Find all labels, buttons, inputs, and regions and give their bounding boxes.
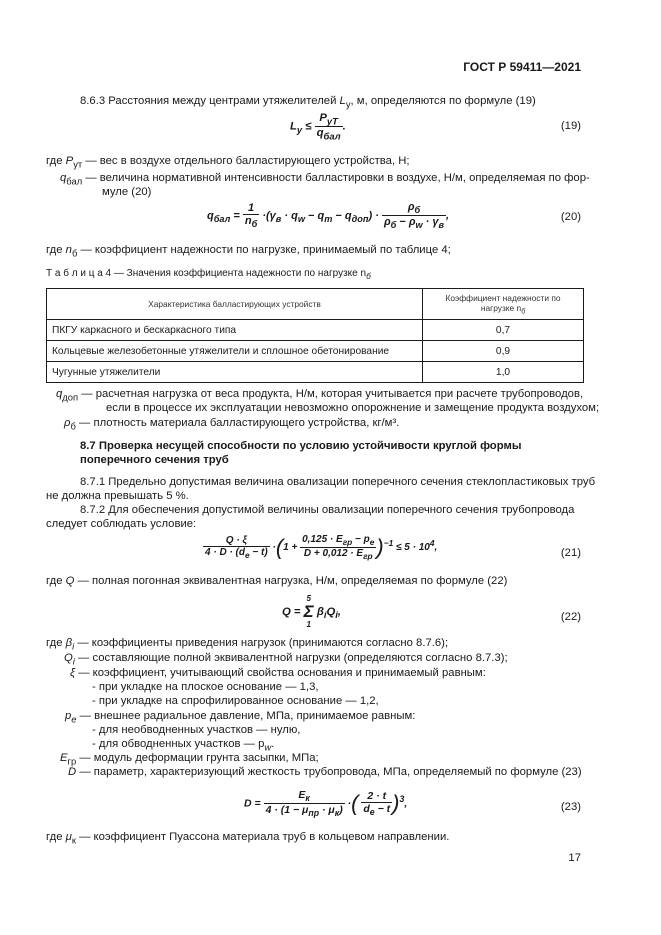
section-8-7-title-cont: поперечного сечения труб xyxy=(80,454,229,466)
eq19-num: P xyxy=(319,112,327,124)
def-pe-sym: p xyxy=(65,710,72,722)
def-qbal-sub: бал xyxy=(66,175,83,187)
def-qdop-text: — расчетная нагрузка от веса продукта, Н/м, которая учитывается при расчете трубопроводов, xyxy=(81,388,584,400)
table-col-coefficient xyxy=(423,289,584,320)
def-mu-text: — коэффициент Пуассона материала труб в кольцевом направлении. xyxy=(75,831,450,843)
table-cell-value: 0,7 xyxy=(423,320,584,341)
defQ-prefix: где xyxy=(46,575,66,587)
eq21-exp: 4 xyxy=(429,537,435,548)
def-mu-sym: μ xyxy=(65,831,72,843)
formula-21: $\frac{Q \cdot \xi}{4 \cdot D \cdot (d_e - t)}$ ·(1 + $\frac{0,125 \cdot E_{гр} - p_e}{D + 0,012 \cdot E_{гр}}$ )$^{-1} \le 5 \cdot 10^4$, xyxy=(205,534,438,561)
xi-item: - при укладке на спрофилированное основание — 1,2, xyxy=(92,695,379,707)
formula-20: $q_{бал}$ = $\frac{1}{n_б}$ $\cdot(\gamma_в \cdot q_w - q_т - q_{доп})$ · $\frac{\rho_б}{\rho_б - \rho_w \cdot \gamma_в}$ , xyxy=(207,201,450,231)
xi-item: - при укладке на плоское основание — 1,3, xyxy=(92,681,319,693)
eq19-number: (19) xyxy=(560,120,581,132)
eq19-den: q xyxy=(316,127,324,140)
p863-lead: 8.6.3 Расстояния между центрами утяжелителей xyxy=(80,95,340,107)
table-cell-name: ПКГУ каркасного и бескаркасного типа xyxy=(47,320,423,341)
p863-sub: у xyxy=(345,98,351,110)
def-pe-sub: e xyxy=(71,713,77,725)
sum-symbol: 5 Σ 1 xyxy=(303,594,314,629)
def-beta-sym: β xyxy=(65,637,73,649)
eq21-num-label: 21 xyxy=(564,547,578,559)
where-word: где xyxy=(46,155,63,167)
table4-col2-sub: б xyxy=(521,308,526,316)
def-Qi xyxy=(64,652,508,666)
def-Qi-sym: Q xyxy=(64,652,73,664)
paragraph-8-7-2: 8.7.2 Для обеспечения допустимой величины овализации поперечного сечения трубопровода xyxy=(80,504,575,516)
table-cell-value: 0,9 xyxy=(423,341,584,362)
section-8-7-title: 8.7 Проверка несущей способности по условию устойчивости круглой формы xyxy=(80,440,522,452)
def-pyt-sub: ут xyxy=(73,158,83,170)
def-Egr-text: — модуль деформации грунта засыпки, МПа; xyxy=(79,752,319,764)
pe-item: - для необводненных участков — нулю, xyxy=(92,724,301,736)
eq20-num-label: 20 xyxy=(564,211,578,223)
def-mu-prefix: где xyxy=(46,831,66,843)
table4-caption-text: — Значения коэффициента надежности по нагрузке n xyxy=(113,268,367,279)
def-D-sym: D xyxy=(68,766,77,778)
def-qdop-sym: q xyxy=(56,388,63,400)
paragraph-8-7-2-cont: следует соблюдать условие: xyxy=(46,518,197,530)
def-qdop-sub: доп xyxy=(62,391,79,403)
eq23-num-label: 23 xyxy=(564,801,578,813)
eq22-beta: β xyxy=(316,605,324,618)
eq21-rhs: ≤ 5 · 10 xyxy=(396,542,430,554)
def-qbal-cont: муле (20) xyxy=(102,186,152,198)
eq19-dot: . xyxy=(342,120,346,133)
def-Egr-sub: гр xyxy=(67,755,77,767)
eq22-top: 5 xyxy=(306,594,311,603)
def-mu-sub: к xyxy=(71,834,76,846)
defQ-sym: Q xyxy=(65,575,75,587)
paragraph-8-7-1: 8.7.1 Предельно допустимая величина овализации поперечного сечения стеклопластиковых труб xyxy=(80,476,596,488)
p863-var: L xyxy=(339,95,346,107)
table-cell-name: Чугунные утяжелители xyxy=(47,362,423,383)
def-rho-sub: б xyxy=(70,420,76,432)
def-pyt-text: — вес в воздухе отдельного балластирующего устройства, Н; xyxy=(85,155,410,167)
eq19-num-sub: уТ xyxy=(326,115,338,127)
eq22-bot: 1 xyxy=(306,620,311,629)
eq22-end: , xyxy=(337,605,342,618)
eq19-lhs: L xyxy=(290,120,297,133)
def-Egr-sym: E xyxy=(60,752,68,764)
def-nb-sub: б xyxy=(71,247,78,259)
page-number: 17 xyxy=(568,852,581,864)
def-rho-text: — плотность материала балластирующего устройства, кг/м³. xyxy=(79,417,400,429)
eq19-fraction xyxy=(315,112,343,142)
def-qbal-text: — величина нормативной интенсивности балластировки в воздухе, Н/м, определяемая по фор- xyxy=(85,172,590,184)
where-word-3: где xyxy=(46,637,63,649)
pe-item-text: - для обводненных участков — p xyxy=(92,738,265,750)
def-pe xyxy=(65,710,415,724)
eq19-lhs-sub: у xyxy=(296,123,303,135)
def-Qi-text: — составляющие полной эквивалентной нагрузки (определяются согласно 8.7.3); xyxy=(78,652,508,664)
def-rho xyxy=(64,417,399,431)
eq21-pow: −1 xyxy=(383,537,394,548)
table-cell-name: Кольцевые железобетонные утяжелители и сплошное обетонирование xyxy=(47,341,423,362)
pe-item-sub: w xyxy=(264,741,272,753)
doc-number: ГОСТ Р 59411—2021 xyxy=(463,60,581,74)
eq22-num-label: 22 xyxy=(564,611,578,623)
formula-23: D = $\frac{E_к}{4 \cdot (1 - \mu_{пр} \cdot \mu_к)}$ ·( $\frac{2 \cdot t}{d_e - t}$ )$^3$, xyxy=(244,789,408,819)
formula-22 xyxy=(282,594,341,630)
def-rho-sym: ρ xyxy=(64,417,71,429)
def-qbal xyxy=(60,172,590,186)
def-qdop-cont: если в процессе их эксплуатации невозможно опорожнение и замещение продукта воздухом; xyxy=(106,402,600,414)
def-beta-text: — коэффициенты приведения нагрузок (принимаются согласно 8.7.6); xyxy=(77,637,449,649)
def-qdop xyxy=(56,388,583,402)
table-header-row xyxy=(47,289,584,320)
def-Egr xyxy=(60,752,319,766)
table-col-characteristic: Характеристика балластирующих устройств xyxy=(47,289,423,320)
table4-col2-line1: Коэффициент надежности по xyxy=(445,292,561,303)
formula-19 xyxy=(290,112,346,142)
def-qbal-sym: q xyxy=(60,172,67,184)
table4-col2-line2: нагрузке n xyxy=(480,302,522,313)
def-D xyxy=(68,766,582,778)
p863-tail: , м, определяются по формуле (19) xyxy=(350,95,536,107)
def-xi xyxy=(70,667,486,679)
eq22-number: (22) xyxy=(560,611,581,623)
eq22-q: Q xyxy=(326,605,336,618)
table4-caption xyxy=(46,268,371,281)
defQ-text: — полная погонная эквивалентная нагрузка, Н/м, определяемая по формуле (22) xyxy=(74,575,508,587)
def-Q xyxy=(46,575,507,587)
table-4 xyxy=(46,288,584,383)
table-row xyxy=(47,320,584,341)
def-mu xyxy=(46,831,449,845)
def-nb xyxy=(46,244,451,258)
paragraph-8-7-1-cont: не должна превышать 5 %. xyxy=(46,490,189,502)
eq19-num-label: 19 xyxy=(564,120,578,132)
def-xi-sym: ξ xyxy=(70,667,76,679)
eq23-number: (23) xyxy=(560,801,581,813)
eq21-number: (21) xyxy=(560,547,581,559)
def-D-text: — параметр, характеризующий жесткость трубопровода, МПа, определяемый по формуле (23) xyxy=(79,766,582,778)
table4-caption-prefix: Т а б л и ц а 4 xyxy=(46,268,112,279)
def-pe-text: — внешнее радиальное давление, МПа, принимаемое равным: xyxy=(79,710,416,722)
table-row xyxy=(47,341,584,362)
eq22-lhs: Q = xyxy=(282,605,304,618)
eq22-idx1: i xyxy=(323,609,327,621)
where-word-2: где xyxy=(46,244,63,256)
def-nb-sym: n xyxy=(65,244,72,256)
eq19-rel: ≤ xyxy=(305,120,312,133)
def-pyt xyxy=(46,155,410,169)
def-beta xyxy=(46,637,448,651)
def-beta-sub: i xyxy=(72,640,75,652)
def-xi-text: — коэффициент, учитывающий свойства основания и принимаемый равным: xyxy=(78,667,486,679)
def-nb-text: — коэффициент надежности по нагрузке, принимаемый по таблице 4; xyxy=(80,244,451,256)
paragraph-8-6-3 xyxy=(80,95,536,109)
eq20-number: (20) xyxy=(560,211,581,223)
def-pyt-sym: P xyxy=(65,155,74,167)
pe-item: - для обводненных участков — $p_w$. xyxy=(92,738,275,753)
table4-caption-sub: б xyxy=(366,271,371,281)
eq19-den-sub: бал xyxy=(323,130,341,142)
table-row xyxy=(47,362,584,383)
table-cell-value: 1,0 xyxy=(423,362,584,383)
eq22-idx2: i xyxy=(335,609,338,621)
def-Qi-sub: i xyxy=(72,655,75,667)
